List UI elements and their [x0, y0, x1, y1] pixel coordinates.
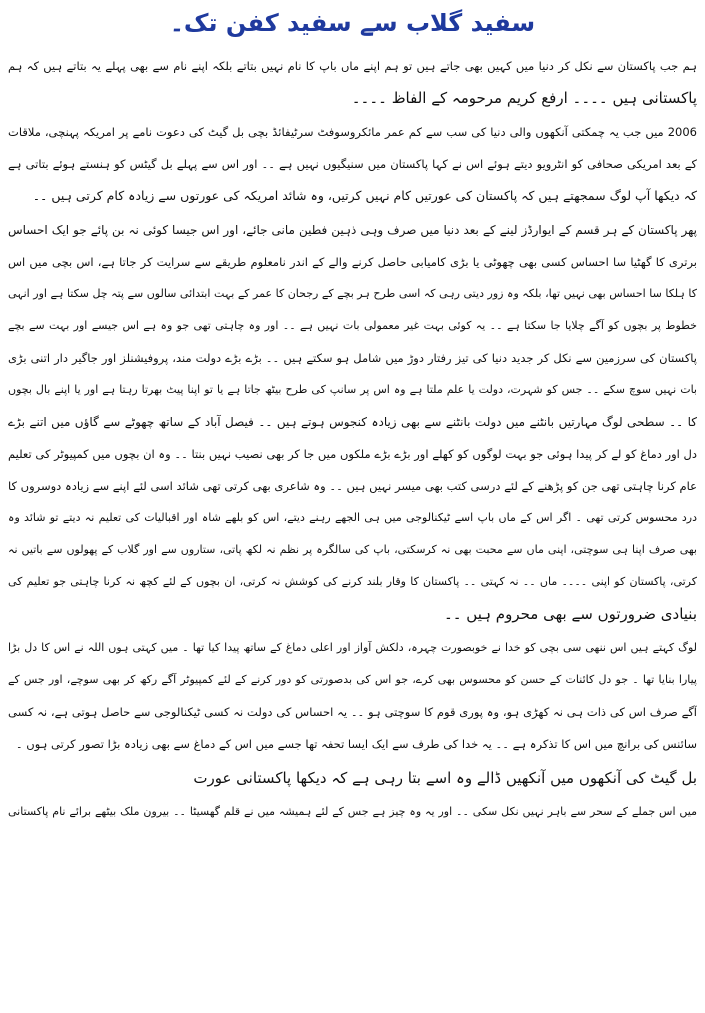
text-line: ہم جب پاکستان سے نکل کر دنیا میں کہیں بھی جاتے ہیں تو ہم اپنے ماں باپ کا نام نہیں بتاتے بلکہ اپنے نام سے بھی پہلے یہ بتاتے ہیں کہ ہم: [8, 59, 697, 73]
text-line: آگے صرف اس کی ذات ہی نہ کھڑی ہو، وہ پوری قوم کا سوچتی ہو ۔۔ یہ احساس کی دولت نہ کسی ٹیکنالوجی سے حاصل ہوتی ہے، نہ کسی: [8, 705, 697, 719]
paragraph-bill-gates-meeting: [8, 116, 697, 212]
text-line: بات نہیں سوچ سکے ۔۔ جس کو شہرت، دولت یا علم ملتا ہے وہ اس پر سانپ کی طرح بیٹھ جاتا ہے یا تو اپنا پیٹ بھرتا رہتا ہے اور یا اپنے بال بچوں: [8, 383, 697, 396]
text-line: پاکستانی ہیں ۔۔۔۔ ارفع کریم مرحومہ کے الفاظ ۔۔۔۔: [351, 89, 697, 107]
text-line: کا ۔۔ سطحی لوگ مہارتیں بانٹنے میں دولت بانٹنے سے بھی زیادہ کنجوس ہوتے ہیں ۔۔ فیصل آباد کے ساتھ چھوٹے سے گاؤں میں اتنے بڑے: [8, 415, 697, 429]
text-line: سائنس کی برانچ میں اس کا تذکرہ ہے ۔۔ یہ خدا کی طرف سے ایک ایسا تحفہ تھا جسے میں اس کے دماغ سے بھی زیادہ بڑا تصور کرتی ہوں ۔: [15, 737, 697, 751]
text-line: درد محسوس کرتی تھی ۔ اگر اس کے ماں باپ اسے ٹیکنالوجی میں ہی الجھے رہنے دیتے، اس کو بلھے شاہ اور اقبالیات کی تعلیم نہ دیتے تو شائد وہ: [8, 511, 697, 524]
text-line: کا ہلکا سا احساس بھی نہیں تھا، بلکہ وہ زور دیتی رہی کہ اسی طرح ہر بچے کے رجحان کا عمر کے بہت ابتدائی سالوں سے پتہ چل سکتا ہے اور انہی: [8, 287, 697, 300]
text-line: بل گیٹ کی آنکھوں میں آنکھیں ڈالے وہ اسے بتا رہی ہے کہ دیکھا پاکستانی عورت: [193, 769, 697, 787]
text-line: پھر پاکستان کے ہر قسم کے ایوارڈز لینے کے بعد دنیا میں صرف وہی ذہین فطین مانی جائے، اور اس جیسا کوئی نہ بن پائے جو ایک احساس: [8, 223, 697, 237]
paragraph-closing: [8, 796, 697, 828]
text-line: عام کرنا چاہتی تھی جن کو پڑھنے کے لئے درسی کتب بھی میسر نہیں ہیں ۔۔ وہ شاعری بھی کرتی تھی شائد اسی لئے اپنے سے زیادہ دوسروں کا: [8, 479, 697, 493]
text-line: برتری کا گھٹیا سا احساس کسی بھی چھوٹی یا بڑی کامیابی حاصل کرنے والے کے اندر نامعلوم طریقے سے سرایت کر جاتا ہے، اس بچی میں اس: [8, 255, 697, 269]
text-line: پاکستان کی سرزمین سے نکل کر جدید دنیا کی تیز رفتار دوڑ میں شامل ہو سکتے ہیں ۔۔ بڑے بڑے دولت مند، پروفیشنلز اور جاگیر دار اتنی بڑی: [8, 351, 697, 365]
text-line: خطوط پر بچوں کو آگے چلایا جا سکتا ہے ۔۔ یہ کوئی بہت غیر معمولی بات نہیں ہے ۔۔ اور وہ چاہتی تھی جو وہ ہے اس جیسے اور بہت سے بچے: [8, 319, 697, 332]
text-line: پیارا بنایا تھا ۔ جو دل کائنات کے حسن کو محسوس بھی کرے، جو اس کی بدصورتی کو دور کرنے کے لئے کمپیوٹر آگے رکھ کر بھی سوچے، اور جس کے: [8, 673, 697, 686]
paragraph-awards: [8, 214, 697, 630]
text-line: بنیادی ضرورتوں سے بھی محروم ہیں ۔۔: [443, 605, 697, 623]
article-title: سفید گلاب سے سفید کفن تک۔: [169, 9, 536, 37]
text-line: میں اس جملے کے سحر سے باہر نہیں نکل سکی ۔۔ اور یہ وہ چیز ہے جس کے لئے ہمیشہ میں نے قلم گھسیٹا ۔۔ بیرون ملک بیٹھے برائے نام پاکستانی: [8, 805, 697, 818]
text-line: کرتی، پاکستان کو اپنی ۔۔۔۔ ماں ۔۔ نہ کہتی ۔۔ پاکستان کا وقار بلند کرنے کی کوشش نہ کرتی، ان بچوں کے لئے کچھ نہ کرنا چاہتی جو تعلیم کی: [8, 575, 697, 588]
paragraph-intro-quote: [8, 50, 697, 114]
text-line: کے بعد امریکی صحافی کو انٹرویو دیتے ہوئے اس نے کہا پاکستان میں سنیگیوں نہیں ہے ۔۔ اور اس سے پہلے بل گیٹس کو ہنستے ہوئے بتاتی ہے: [8, 157, 697, 171]
paragraph-gates-eyes: [8, 762, 697, 794]
text-line: 2006 میں جب یہ چمکتی آنکھوں والی دنیا کی سب سے کم عمر مائکروسوفٹ سرٹیفائڈ بچی بل گیٹ کی دعوت نامے پر امریکہ پہنچی، ملاقات: [8, 125, 697, 139]
text-line: بھی صرف اپنا ہی سوچتی، اپنی ماں سے محبت بھی نہ کرسکتی، باپ کی سالگرہ پر نظم نہ لکھ پاتی، ستاروں سے اور گلاب کے پھولوں سے باتیں نہ: [8, 543, 697, 556]
text-line: دل اور دماغ کو لے کر پیدا ہوئی جو بہت لوگوں کو کھلے اور بڑے بڑے ملکوں میں جا کر بھی نصیب نہیں بنتا ۔۔ وہ ان بچوں میں کمپیوٹر کی تعلیم: [8, 447, 697, 461]
text-line: لوگ کہتے ہیں اس ننھی سی بچی کو خدا نے خوبصورت چہرہ، دلکش آواز اور اعلی دماغ کے ساتھ پیدا کیا تھا ۔ میں کہتی ہوں اللہ نے اس کا دل بڑا: [8, 641, 697, 654]
text-line: کہ دیکھا آپ لوگ سمجھتے ہیں کہ پاکستان کی عورتیں کام نہیں کرتیں، وہ شائد امریکہ کی عورتوں سے زیادہ کام کرتی ہیں ۔۔: [32, 188, 697, 203]
paragraph-people-say: [8, 632, 697, 760]
